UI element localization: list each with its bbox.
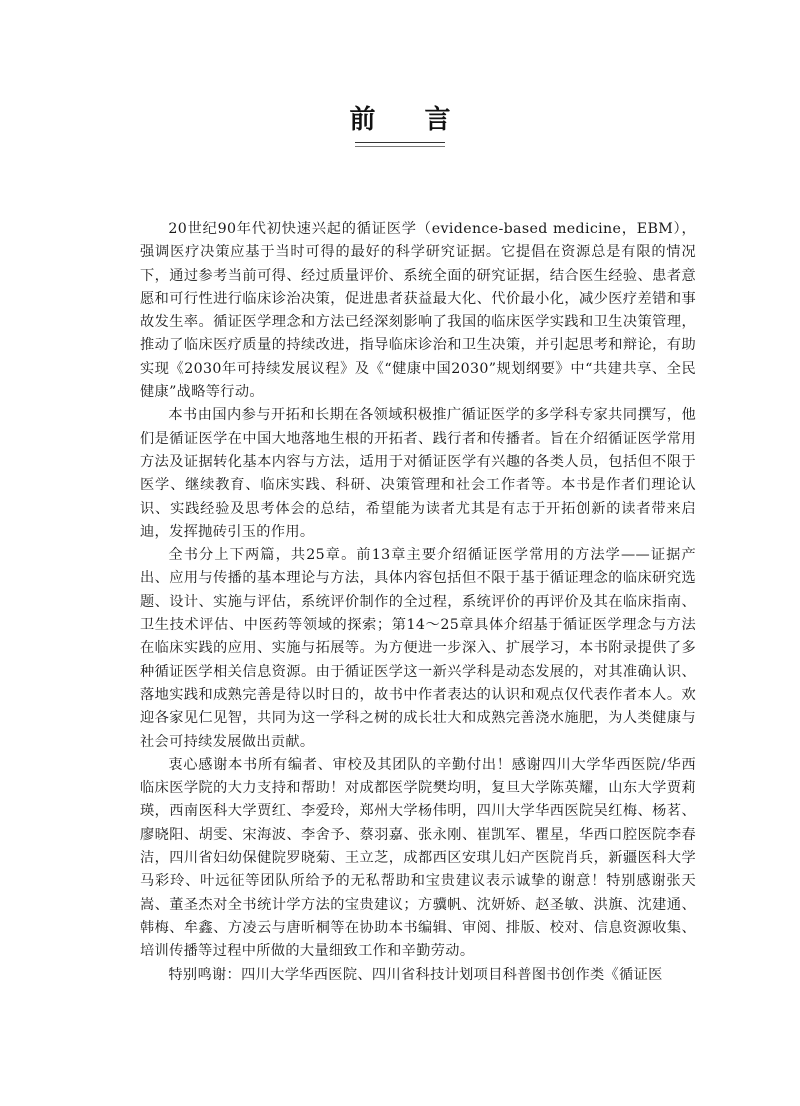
paragraph-special-thanks: 特别鸣谢：四川大学华西医院、四川省科技计划项目科普图书创作类《循证医 [168,966,663,983]
preface-title-block [0,100,800,147]
preface-body [140,218,696,987]
paragraph-authors: 本书由国内参与开拓和长期在各领域积极推广循证医学的多学科专家共同撰写，他们是循证医学在中国大地落地生根的开拓者、践行者和传播者。旨在介绍循证医学常用方法及证据转化基本内容与方法，适用于对循证医学有兴趣的各类人员，包括但不限于医学、继续教育、临床实践、科研、决策管理和社会工作者等。本书是作者们理论认识、实践经验及思考体会的总结，希望能为读者尤其是有志于开拓创新的读者带来启迪，发挥抛砖引玉的作用。 [140,407,696,540]
paragraph-structure: 全书分上下两篇，共25章。前13章主要介绍循证医学常用的方法学——证据产出、应用与传播的基本理论与方法，具体内容包括但不限于基于循证理念的临床研究选题、设计、实施与评估，系统评价制作的全过程，系统评价的再评价及其在临床指南、卫生技术评估、中医药等领域的探索；第14～25章具体介绍基于循证医学理念与方法在临床实践的应用、实施与拓展等。为方便进一步深入、扩展学习，本书附录提供了多种循证医学相关信息资源。由于循证医学这一新兴学科是动态发展的，对其准确认识、落地实践和成熟完善是待以时日的，故书中作者表达的认识和观点仅代表作者本人。欢迎各家见仁见智，共同为这一学科之树的成长壮大和成熟完善浇水施肥，为人类健康与社会可持续发展做出贡献。 [140,547,696,750]
preface-title: 前 言 [349,105,471,135]
title-underline-top [355,142,445,143]
title-underline [355,142,445,147]
title-underline-bottom [355,146,445,147]
paragraph-acknowledgements: 衷心感谢本书所有编者、审校及其团队的辛勤付出！感谢四川大学华西医院/华西临床医学院的大力支持和帮助！对成都医学院樊均明，复旦大学陈英耀，山东大学贾莉瑛，西南医科大学贾红、李爱玲，郑州大学杨伟明，四川大学华西医院吴红梅、杨茗、廖晓阳、胡雯、宋海波、李舍予、蔡羽嘉、张永刚、崔凯军、瞿星，华西口腔医院李春洁，四川省妇幼保健院罗晓菊、王立芝，成都西区安琪儿妇产医院肖兵，新疆医科大学马彩玲、叶远征等团队所给予的无私帮助和宝贵建议表示诚挚的谢意！特别感谢张天嵩、董圣杰对全书统计学方法的宝贵建议；方骥帆、沈妍娇、赵圣敏、洪旗、沈建通、韩梅、牟鑫、方凌云与唐昕桐等在协助本书编辑、审阅、排版、校对、信息资源收集、培训传播等过程中所做的大量细致工作和辛勤劳动。 [140,756,696,960]
paragraph-intro-ebm: 20世纪90年代初快速兴起的循证医学（evidence-based medicine，EBM），强调医疗决策应基于当时可得的最好的科学研究证据。它提倡在资源总是有限的情况下，通过参考当前可得、经过质量评价、系统全面的研究证据，结合医生经验、患者意愿和可行性进行临床诊治决策，促进患者获益最大化、代价最小化，减少医疗差错和事故发生率。循证医学理念和方法已经深刻影响了我国的临床医学实践和卫生决策管理，推动了临床医疗质量的持续改进，指导临床诊治和卫生决策，并引起思考和辩论，有助实现《2030年可持续发展议程》及《“健康中国2030”规划纲要》中“共建共享、全民健康”战略等行动。 [140,221,696,401]
